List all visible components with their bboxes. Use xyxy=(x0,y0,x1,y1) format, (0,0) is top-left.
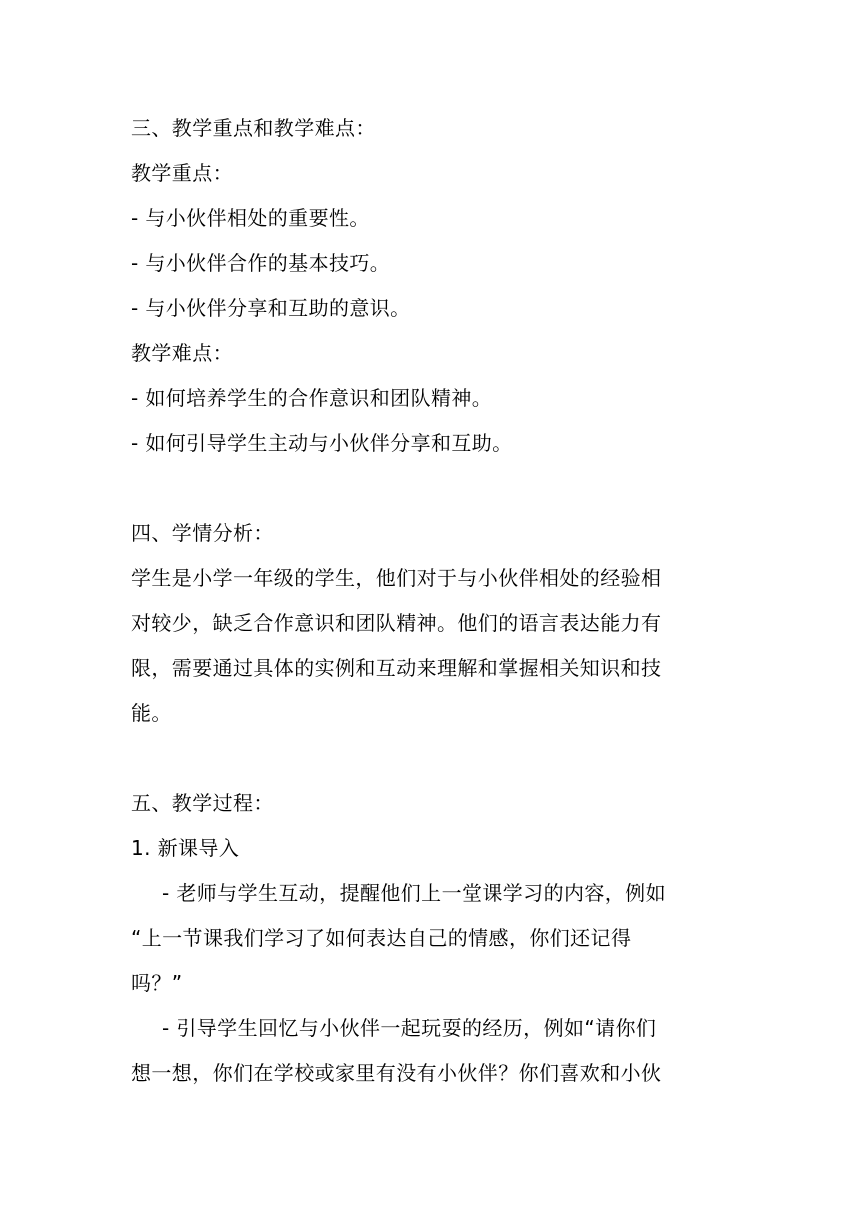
paragraph-line: - 老师与学生互动，提醒他们上一堂课学习的内容，例如 xyxy=(162,881,666,905)
key-point-item: - 与小伙伴相处的重要性。 xyxy=(131,206,370,230)
step-1-title: 1. 新课导入 xyxy=(131,836,240,860)
paragraph-line: - 引导学生回忆与小伙伴一起玩耍的经历，例如“请你们 xyxy=(162,1016,657,1040)
section-3-heading: 三、教学重点和教学难点： xyxy=(131,116,376,140)
paragraph-line: 能。 xyxy=(131,701,172,725)
key-point-item: - 与小伙伴合作的基本技巧。 xyxy=(131,251,391,275)
key-points-label: 教学重点： xyxy=(131,161,233,185)
section-5-heading: 五、教学过程： xyxy=(131,791,274,815)
paragraph-line: 吗？” xyxy=(131,971,183,995)
paragraph-line: 学生是小学一年级的学生，他们对于与小伙伴相处的经验相 xyxy=(131,566,662,590)
difficulty-item: - 如何培养学生的合作意识和团队精神。 xyxy=(131,386,493,410)
difficulties-label: 教学难点： xyxy=(131,341,233,365)
section-4-heading: 四、学情分析： xyxy=(131,521,274,545)
paragraph-line: 限，需要通过具体的实例和互动来理解和掌握相关知识和技 xyxy=(131,656,662,680)
paragraph-line: 对较少，缺乏合作意识和团队精神。他们的语言表达能力有 xyxy=(131,611,662,635)
difficulty-item: - 如何引导学生主动与小伙伴分享和互助。 xyxy=(131,431,513,455)
paragraph-line: “上一节课我们学习了如何表达自己的情感，你们还记得 xyxy=(131,926,632,950)
paragraph-line: 想一想，你们在学校或家里有没有小伙伴？你们喜欢和小伙 xyxy=(131,1061,662,1085)
key-point-item: - 与小伙伴分享和互助的意识。 xyxy=(131,296,411,320)
